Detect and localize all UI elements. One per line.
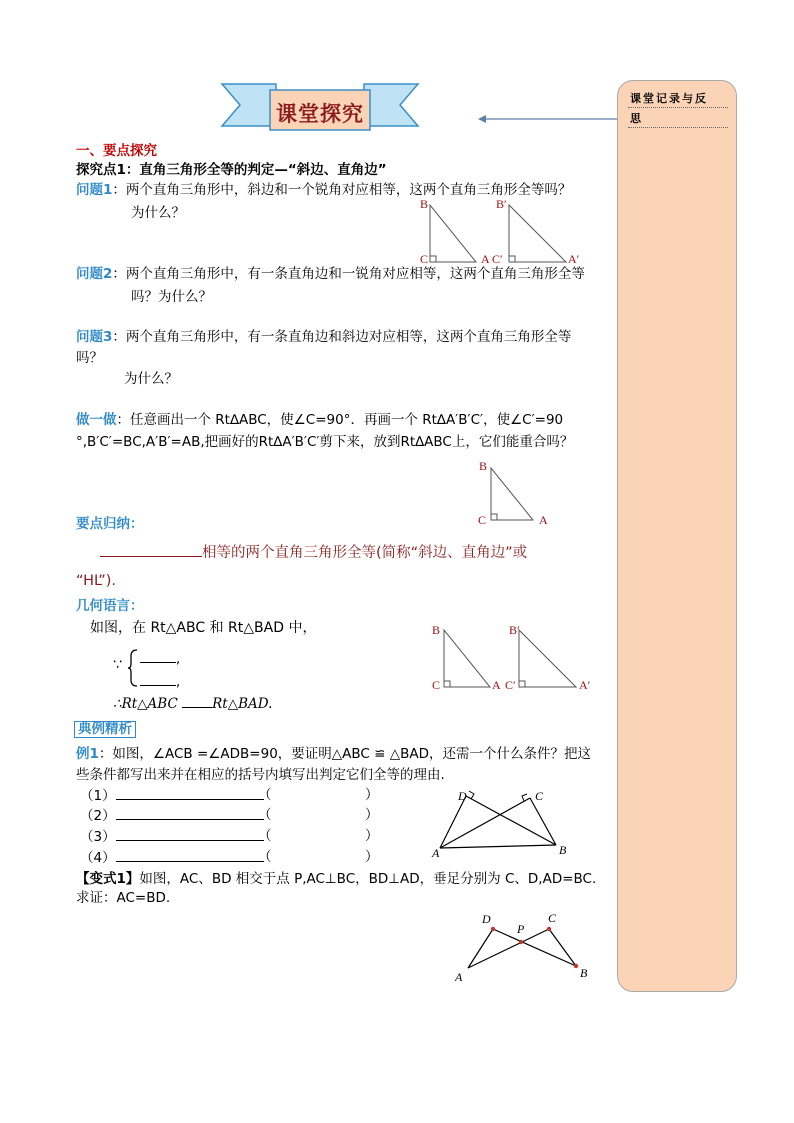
notes-sidebar xyxy=(617,80,737,992)
question-3-line3: 为什么？ xyxy=(124,371,178,387)
geom-condition-2: , xyxy=(140,671,180,690)
reason-close: ） xyxy=(365,849,379,865)
question-2: 问题2：两个直角三角形中，有一条直角边和一锐角对应相等，这两个直角三角形全等 xyxy=(76,266,585,282)
therefore-blank[interactable] xyxy=(182,695,212,708)
point1-title: 探究点1：直角三角形全等的判定—“斜边、直角边” xyxy=(76,162,387,178)
vertex-label-b: B xyxy=(559,843,567,857)
vertex-label-a: A xyxy=(432,846,440,860)
vertex-label-c: C xyxy=(548,911,557,925)
geom-label: 几何语言： xyxy=(76,598,144,614)
section-heading: 一、要点探究 xyxy=(76,143,157,159)
summary-line1: 相等的两个直角三角形全等(简称“斜边、直角边”或 xyxy=(100,540,527,563)
example-line2: 些条件都写出来并在相应的括号内填写出判定它们全等的理由. xyxy=(76,767,445,783)
try-it-line1: 做一做：任意画出一个 Rt∆ABC，使∠C=90°．再画一个 Rt∆A′B′C′，使∠C′=90 xyxy=(76,412,564,428)
variant-line2: 求证：AC=BD. xyxy=(76,890,171,906)
example-figure xyxy=(430,790,570,860)
vertex-label-b-prime: B′ xyxy=(496,197,507,211)
triangle-abc-prime xyxy=(509,205,566,262)
banner-title: 课堂探究 xyxy=(276,102,364,126)
reason-open: （ xyxy=(258,849,272,865)
vertex-label-a: A xyxy=(455,970,463,984)
vertex-label-c: C xyxy=(478,513,487,527)
geom-line1: 如图，在 Rt△ABC 和 Rt△BAD 中， xyxy=(90,620,317,636)
vertex-label-a: A xyxy=(481,252,490,266)
question-2-line2: 吗？为什么？ xyxy=(131,289,212,305)
geom-condition-1: , xyxy=(140,648,180,667)
example-line1: 例1：如图，∠ACB =∠ADB=90，要证明△ABC ≌ △BAD，还需一个什么条件？把这 xyxy=(76,746,592,762)
sidebar-title: 课堂记录与反 思 xyxy=(630,92,708,125)
vertex-label-a: A xyxy=(492,678,501,692)
reason-close: ） xyxy=(365,828,379,844)
vertex-label-a-prime: A′ xyxy=(579,678,591,692)
sidebar-divider xyxy=(628,127,728,128)
answer-row: （3） xyxy=(80,827,264,846)
vertex-label-c: C xyxy=(432,678,441,692)
vertex-label-a-prime: A′ xyxy=(568,252,580,266)
condition-blank-2[interactable] xyxy=(140,671,176,686)
vertex-label-b: B xyxy=(479,459,488,473)
vertex-label-b-prime: B′ xyxy=(509,623,520,637)
summary-label: 要点归纳： xyxy=(76,516,144,532)
reason-open: （ xyxy=(258,807,272,823)
vertex-label-p: P xyxy=(517,922,525,936)
answer-blank[interactable] xyxy=(116,827,264,841)
summary-line2: “HL”). xyxy=(76,573,117,589)
question-1-line2: 为什么？ xyxy=(131,205,185,221)
question-3-line2: 吗？ xyxy=(76,350,103,366)
answer-row: （4） xyxy=(80,848,264,867)
left-brace xyxy=(127,648,139,688)
vertex-label-c-prime: C′ xyxy=(492,252,503,266)
example-badge: 典例精析 xyxy=(74,721,136,738)
vertex-label-d: D xyxy=(482,912,491,926)
question-3: 问题3：两个直角三角形中，有一条直角边和斜边对应相等，这两个直角三角形全等 xyxy=(76,329,572,345)
vertex-label-b: B xyxy=(420,197,429,211)
answer-blank[interactable] xyxy=(116,806,264,820)
condition-blank-1[interactable] xyxy=(140,648,176,663)
summary-blank[interactable] xyxy=(100,540,202,557)
arrow-left-icon xyxy=(476,112,621,126)
reason-open: （ xyxy=(258,828,272,844)
question-1: 问题1：两个直角三角形中，斜边和一个锐角对应相等，这两个直角三角形全等吗？ xyxy=(76,182,572,198)
answer-row: （1） xyxy=(80,786,264,805)
banner xyxy=(218,78,422,136)
vertex-label-b: B xyxy=(580,966,588,980)
reason-close: ） xyxy=(365,787,379,803)
answer-row: （2） xyxy=(80,806,264,825)
sidebar-divider xyxy=(628,107,728,108)
vertex-label-c: C xyxy=(420,252,429,266)
vertex-label-a: A xyxy=(539,513,548,527)
vertex-label-c: C xyxy=(535,789,544,803)
vertex-label-b: B xyxy=(432,623,441,637)
vertex-label-c-prime: C′ xyxy=(505,678,516,692)
variant-figure xyxy=(460,920,590,980)
try-it-line2: °,B′C′=BC,A′B′=AB,把画好的Rt∆A′B′C′剪下来，放到Rt∆ABC上，它们能重合吗？ xyxy=(76,434,574,450)
reason-open: （ xyxy=(258,787,272,803)
because-symbol: ∵ xyxy=(113,657,122,673)
reason-close: ） xyxy=(365,807,379,823)
answer-blank[interactable] xyxy=(116,786,264,800)
triangle-abc xyxy=(430,205,476,262)
therefore-line: ∴Rt△ABC Rt△BAD. xyxy=(113,696,273,712)
vertex-label-d: D xyxy=(458,789,467,803)
variant-line1: 【变式1】如图，AC、BD 相交于点 P,AC⊥BC，BD⊥AD，垂足分别为 C、D,AD=BC. xyxy=(76,871,597,887)
answer-blank[interactable] xyxy=(116,848,264,862)
